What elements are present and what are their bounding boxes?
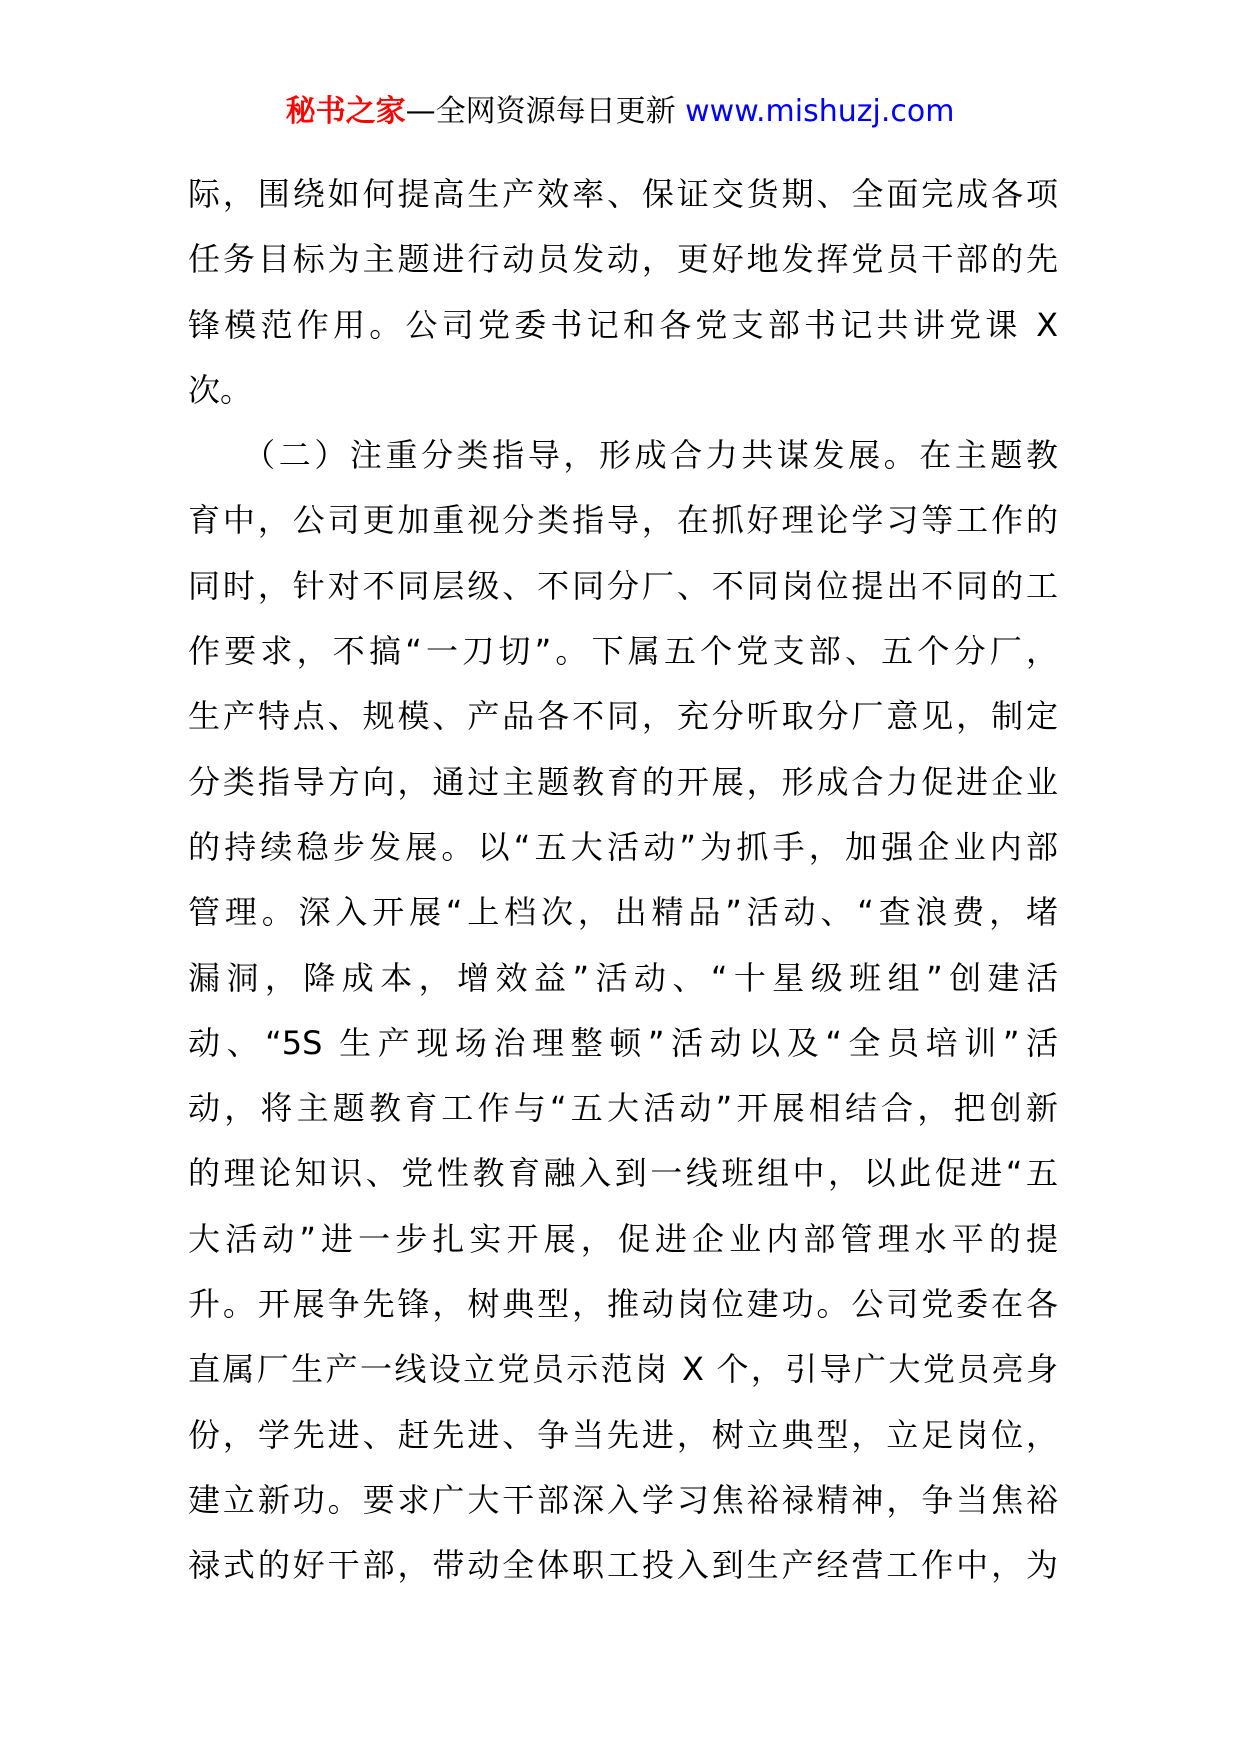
- text-line: 禄式的好干部，带动全体职工投入到生产经营工作中，为: [188, 1546, 1058, 1585]
- text-line: （二）注重分类指导，形成合力共谋发展。在主题教: [188, 436, 1058, 475]
- text-line: 动、“5S 生产现场治理整顿”活动以及“全员培训”活: [188, 1023, 1058, 1062]
- text-line: 管理。深入开展“上档次，出精品”活动、“查浪费，堵: [188, 893, 1058, 932]
- text-line: 的持续稳步发展。以“五大活动”为抓手，加强企业内部: [188, 827, 1058, 866]
- text-line: 生产特点、规模、产品各不同，充分听取分厂意见，制定: [188, 697, 1058, 736]
- text-line: 漏洞，降成本，增效益”活动、“十星级班组”创建活: [188, 958, 1058, 997]
- text-line: 育中，公司更加重视分类指导，在抓好理论学习等工作的: [188, 501, 1058, 540]
- text-line: 作要求，不搞“一刀切”。下属五个党支部、五个分厂，: [188, 632, 1058, 671]
- document-body: [188, 162, 1058, 1599]
- page-header: [0, 90, 1240, 134]
- site-slogan: —全网资源每日更新: [405, 94, 686, 129]
- text-line: 际，围绕如何提高生产效率、保证交货期、全面完成各项: [188, 175, 1058, 213]
- text-line: 大活动”进一步扎实开展，促进企业内部管理水平的提: [188, 1219, 1058, 1258]
- text-line: 份，学先进、赶先进、争当先进，树立典型，立足岗位，: [188, 1415, 1058, 1454]
- text-line: 的理论知识、党性教育融入到一线班组中，以此促进“五: [188, 1154, 1058, 1193]
- text-line: 次。: [188, 370, 253, 409]
- text-line: 任务目标为主题进行动员发动，更好地发挥党员干部的先: [188, 240, 1058, 279]
- site-url-link[interactable]: www.mishuzj.com: [685, 94, 955, 129]
- text-line: 建立新功。要求广大干部深入学习焦裕禄精神，争当焦裕: [188, 1480, 1058, 1519]
- text-line: 升。开展争先锋，树典型，推动岗位建功。公司党委在各: [188, 1285, 1058, 1324]
- text-line: 同时，针对不同层级、不同分厂、不同岗位提出不同的工: [188, 566, 1058, 605]
- text-line: 锋模范作用。公司党委书记和各党支部书记共讲党课 X: [188, 305, 1058, 344]
- text-line: 直属厂生产一线设立党员示范岗 X 个，引导广大党员亮身: [188, 1350, 1058, 1389]
- text-line: 分类指导方向，通过主题教育的开展，形成合力促进企业: [188, 762, 1058, 801]
- site-brand: 秘书之家: [285, 94, 406, 129]
- text-line: 动，将主题教育工作与“五大活动”开展相结合，把创新: [188, 1089, 1058, 1128]
